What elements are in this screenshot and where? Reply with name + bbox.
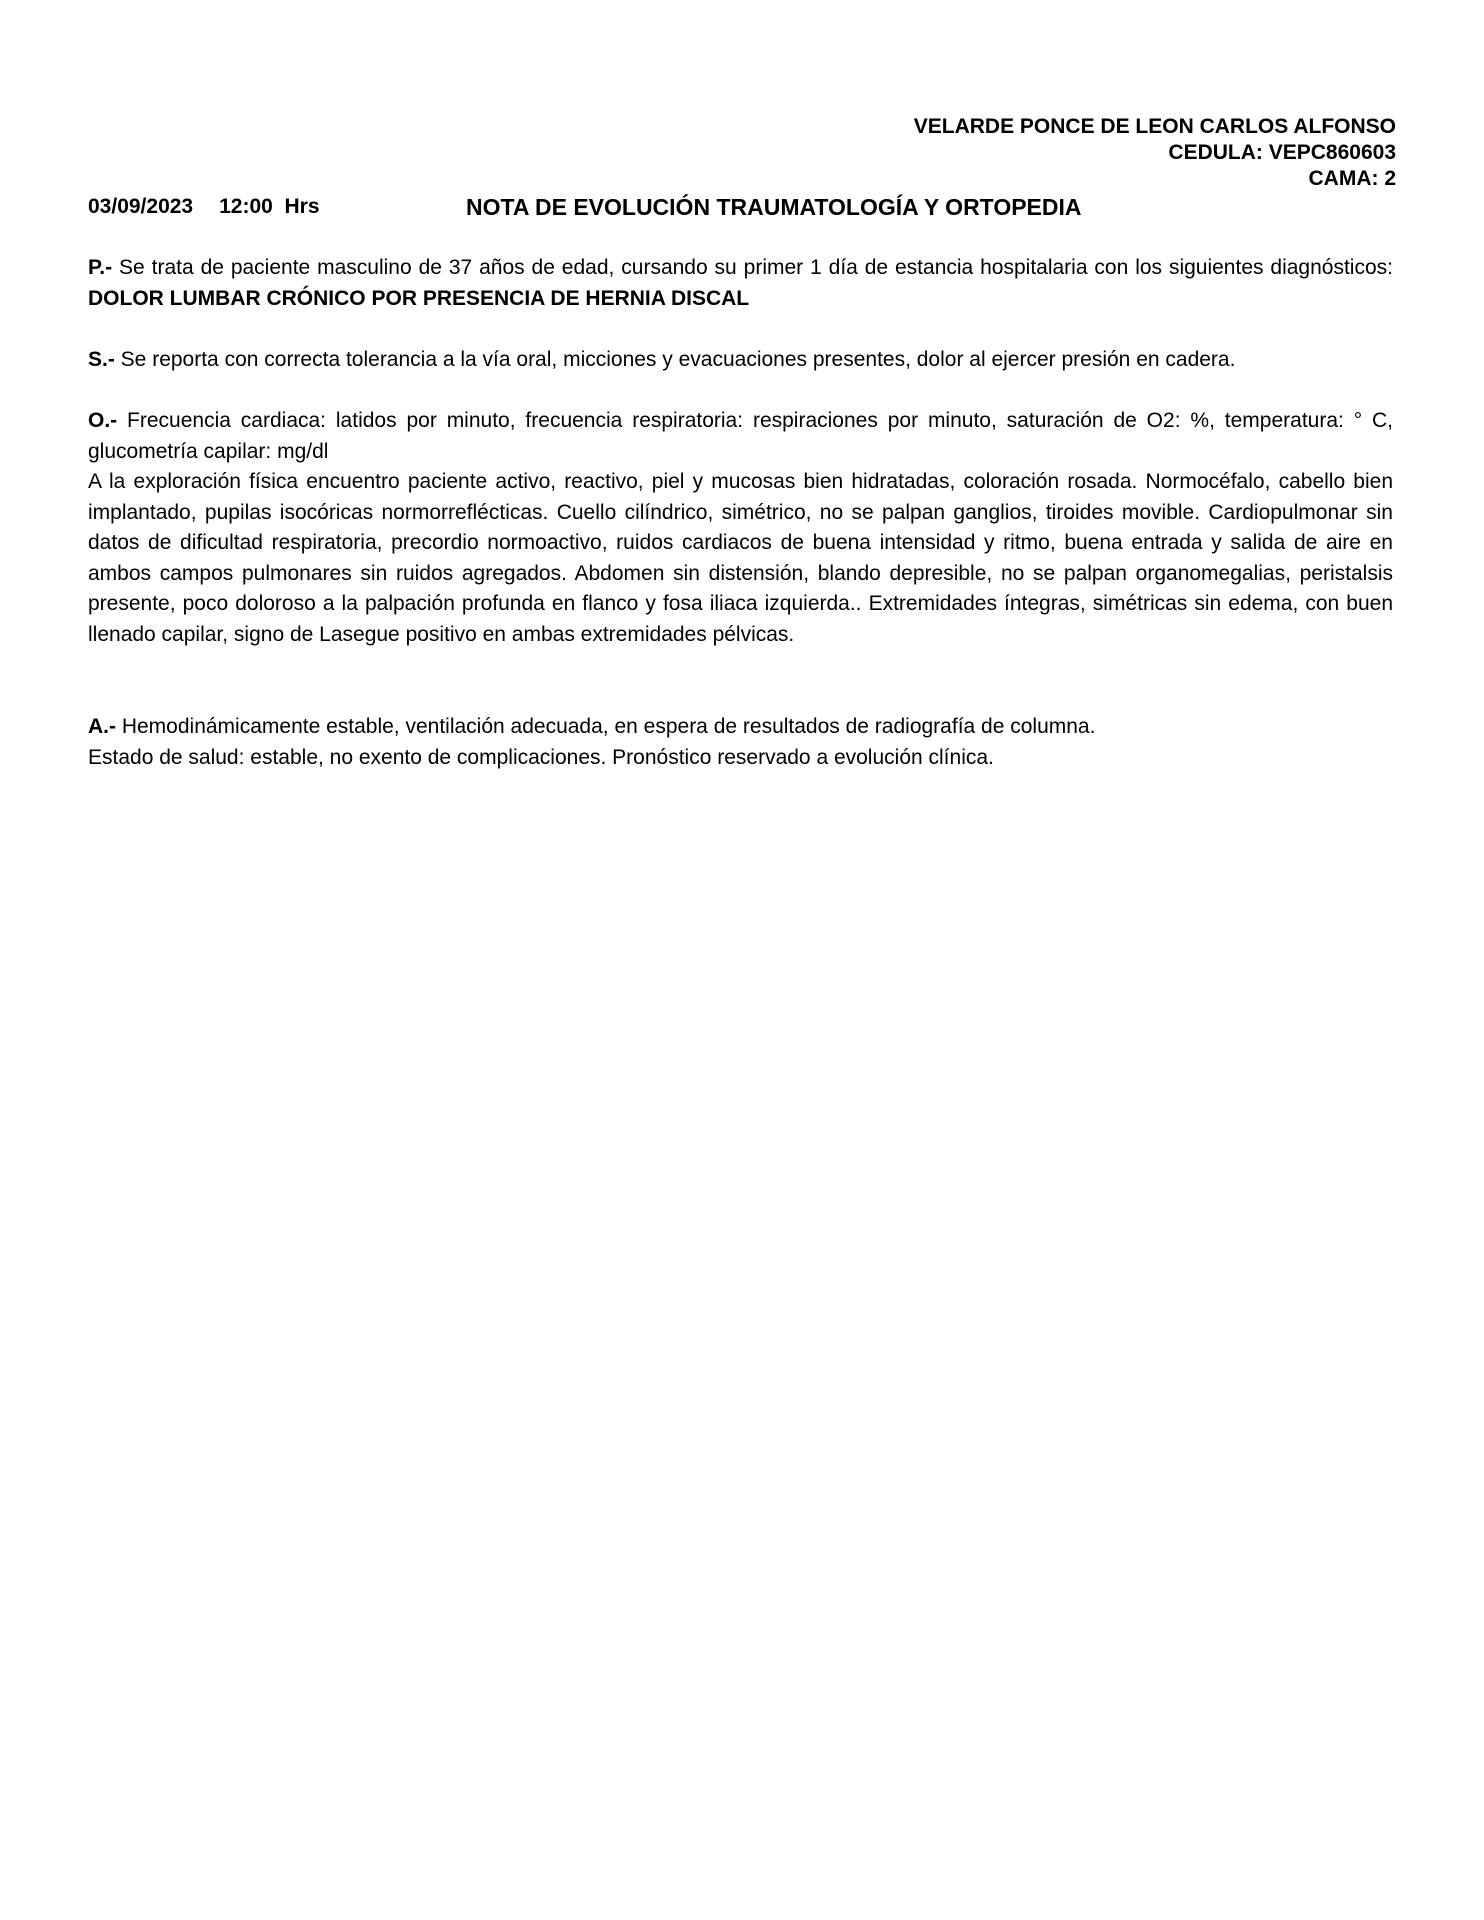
note-date: 03/09/2023: [88, 195, 194, 218]
assessment: [88, 712, 1393, 743]
section-p-label: P.-: [88, 256, 113, 279]
section-o-vitals: Frecuencia cardiaca: latidos por minuto, frecuencia respiratoria: respiraciones por minuto, saturación de O2: %, temperatura: ° C, glucometría capilar: mg/dl: [88, 409, 1393, 463]
section-o-label: O.-: [88, 409, 118, 432]
note-datetime: [88, 194, 320, 220]
patient-header: [914, 114, 1396, 192]
section-p-text: Se trata de paciente masculino de 37 años de edad, cursando su primer 1 día de estancia hospitalaria con los siguientes diagnósticos:: [112, 256, 1393, 279]
patient-bed: CAMA: 2: [1308, 167, 1396, 190]
section-p: [88, 253, 1393, 314]
section-s-label: S.-: [88, 348, 115, 371]
section-o: [88, 406, 1393, 650]
patient-name: VELARDE PONCE DE LEON CARLOS ALFONSO: [913, 115, 1396, 138]
vital-signs: [88, 406, 1393, 467]
section-a: [88, 712, 1393, 773]
physical-exam: A la exploración física encuentro paciente activo, reactivo, piel y mucosas bien hidratadas, coloración rosada. Normocéfalo, cabello bien implantado, pupilas isocóricas normorreflécticas. Cuello cilíndrico, simétrico, no se palpan ganglios, tiroides movible. Cardiopulmonar sin datos de dificultad respiratoria, precordio normoactivo, ruidos cardiacos de buena intensidad y ritmo, buena entrada y salida de aire en ambos campos pulmonares sin ruidos agregados. Abdomen sin distensión, blando depresible, no se palpan organomegalias, peristalsis presente, poco doloroso a la palpación profunda en flanco y fosa iliaca izquierda.. Extremidades íntegras, simétricas sin edema, con buen llenado capilar, signo de Lasegue positivo en ambas extremidades pélvicas.: [88, 470, 1393, 646]
section-s: [88, 345, 1393, 376]
diagnosis: DOLOR LUMBAR CRÓNICO POR PRESENCIA DE HERNIA DISCAL: [88, 286, 750, 310]
section-s-text: Se reporta con correcta tolerancia a la vía oral, micciones y evacuaciones presentes, dolor al ejercer presión en cadera.: [114, 348, 1236, 371]
note-time: 12:00 Hrs: [219, 195, 320, 218]
section-a-label: A.-: [88, 715, 116, 738]
patient-cedula: CEDULA: VEPC860603: [1168, 141, 1396, 164]
document-title: NOTA DE EVOLUCIÓN TRAUMATOLOGÍA Y ORTOPEDIA: [466, 194, 1082, 220]
health-status: Estado de salud: estable, no exento de complicaciones. Pronóstico reservado a evolución clínica.: [88, 745, 994, 769]
section-a-text: Hemodinámicamente estable, ventilación adecuada, en espera de resultados de radiografía de columna.: [116, 715, 1096, 738]
